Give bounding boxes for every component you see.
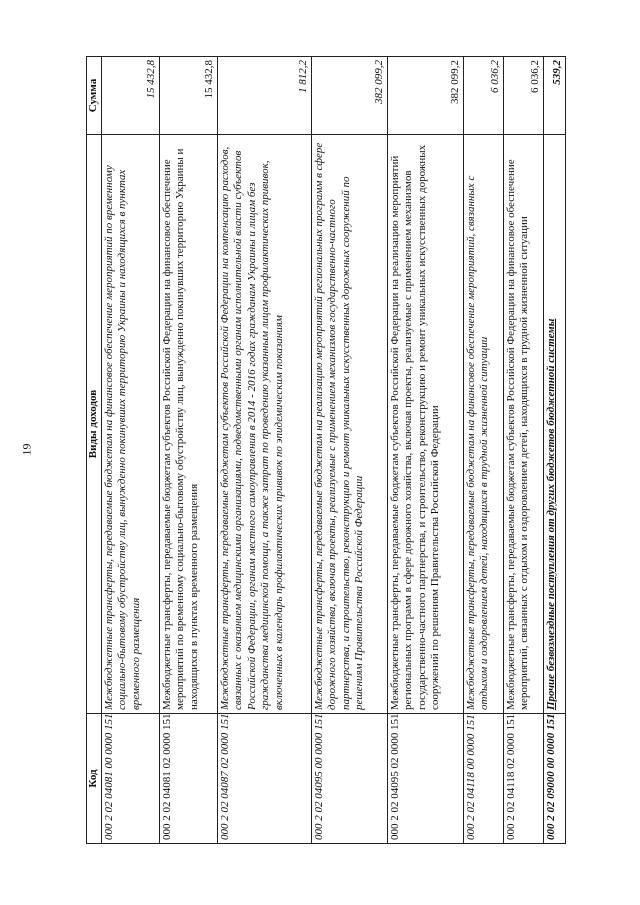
row-description: Межбюджетные трансферты, передаваемые бюджетам субъектов Российской Федерации на финансовое обеспечение мероприятий, связанных с отдыхом и оздоровлением детей, находящихся в трудной жизненной ситуации xyxy=(503,135,543,714)
row-amount: 1 812,2 xyxy=(218,57,312,135)
row-amount: 6 036,2 xyxy=(463,57,503,135)
row-code: 000 2 02 04118 02 0000 151 xyxy=(503,714,543,844)
row-code: 000 2 02 04081 00 0000 151 xyxy=(102,714,160,844)
header-code: Код xyxy=(87,714,102,844)
row-description: Межбюджетные трансферты, передаваемые бюджетам субъектов Российской Федерации на финансовое обеспечение мероприятий по временному социально-бытовому обустройству лиц, вынужденно покинувших территорию Украины и находящихся в пунктах временного размещения xyxy=(160,135,218,714)
row-code: 000 2 02 09000 00 0000 151 xyxy=(543,714,565,844)
rotated-page-content xyxy=(86,56,566,844)
row-amount: 382 099,2 xyxy=(387,57,463,135)
row-code: 000 2 02 04095 02 0000 151 xyxy=(387,714,463,844)
table-row xyxy=(218,57,312,844)
row-code: 000 2 02 04095 00 0000 151 xyxy=(311,714,387,844)
table-row xyxy=(160,57,218,844)
row-amount: 539,2 xyxy=(543,57,565,135)
table-row xyxy=(311,57,387,844)
row-amount: 382 099,2 xyxy=(311,57,387,135)
row-description: Межбюджетные трансферты, передаваемые бюджетам субъектов Российской Федерации на реализацию мероприятий региональных программ в сфере дорожного хозяйства, включая проекты, реализуемые с применением механизмов государственно-частного партнерства, и строительство, реконструкцию и ремонт уникальных искусственных дорожных сооружений по решениям Правительства Российской Федерации xyxy=(387,135,463,714)
row-code: 000 2 02 04081 02 0000 151 xyxy=(160,714,218,844)
row-description xyxy=(543,135,565,714)
row-code: 000 2 02 04087 02 0000 151 xyxy=(218,714,312,844)
table-row-total xyxy=(543,57,565,844)
row-description: Межбюджетные трансферты, передаваемые бюджетам субъектов Российской Федерации на компенсацию расходов, связанных с оказанием медицинскими организациями, подведомственными органам исполнительной власти субъектов Российской Федерации, органам местного самоуправления в 2014 - 2016 годах гражданам Украины и лицам без гражданства медицинской помощи, а также затрат по проведению указанным лицам профилактических прививок, включенных в календарь профилактических прививок по эпидемическим показаниям xyxy=(218,135,312,714)
row-amount: 15 432,8 xyxy=(160,57,218,135)
row-code: 000 2 02 04118 00 0000 151 xyxy=(463,714,503,844)
header-description: Виды доходов xyxy=(87,135,102,714)
table-row xyxy=(463,57,503,844)
table-row xyxy=(387,57,463,844)
table-row xyxy=(102,57,160,844)
row-description: Межбюджетные трансферты, передаваемые бюджетам на реализацию мероприятий региональных программ в сфере дорожного хозяйства, включая проекты, реализуемые с применением механизмов государственно-частного партнерства, и строительство, реконструкцию и ремонт уникальных искусственных дорожных сооружений по решениям Правительства Российской Федерации xyxy=(311,135,387,714)
table-header-row xyxy=(87,57,102,844)
table-row xyxy=(503,57,543,844)
row-description: Межбюджетные трансферты, передаваемые бюджетам на финансовое обеспечение мероприятий по временному социально-бытовому обустройству лиц, вынужденно покинувших территорию Украины и находящихся в пунктах временного размещения xyxy=(102,135,160,714)
row-amount: 15 432,8 xyxy=(102,57,160,135)
row-amount: 6 036,2 xyxy=(503,57,543,135)
page-number: 19 xyxy=(19,443,34,456)
revenue-table xyxy=(86,56,566,844)
header-amount: Сумма xyxy=(87,57,102,135)
row-description-text: Прочие безвозмездные поступления от других бюджетов бюджетной системы xyxy=(544,318,557,710)
row-description: Межбюджетные трансферты, передаваемые бюджетам на финансовое обеспечение мероприятий, связанных с отдыхом и оздоровлением детей, находящихся в трудной жизненной ситуации xyxy=(463,135,503,714)
